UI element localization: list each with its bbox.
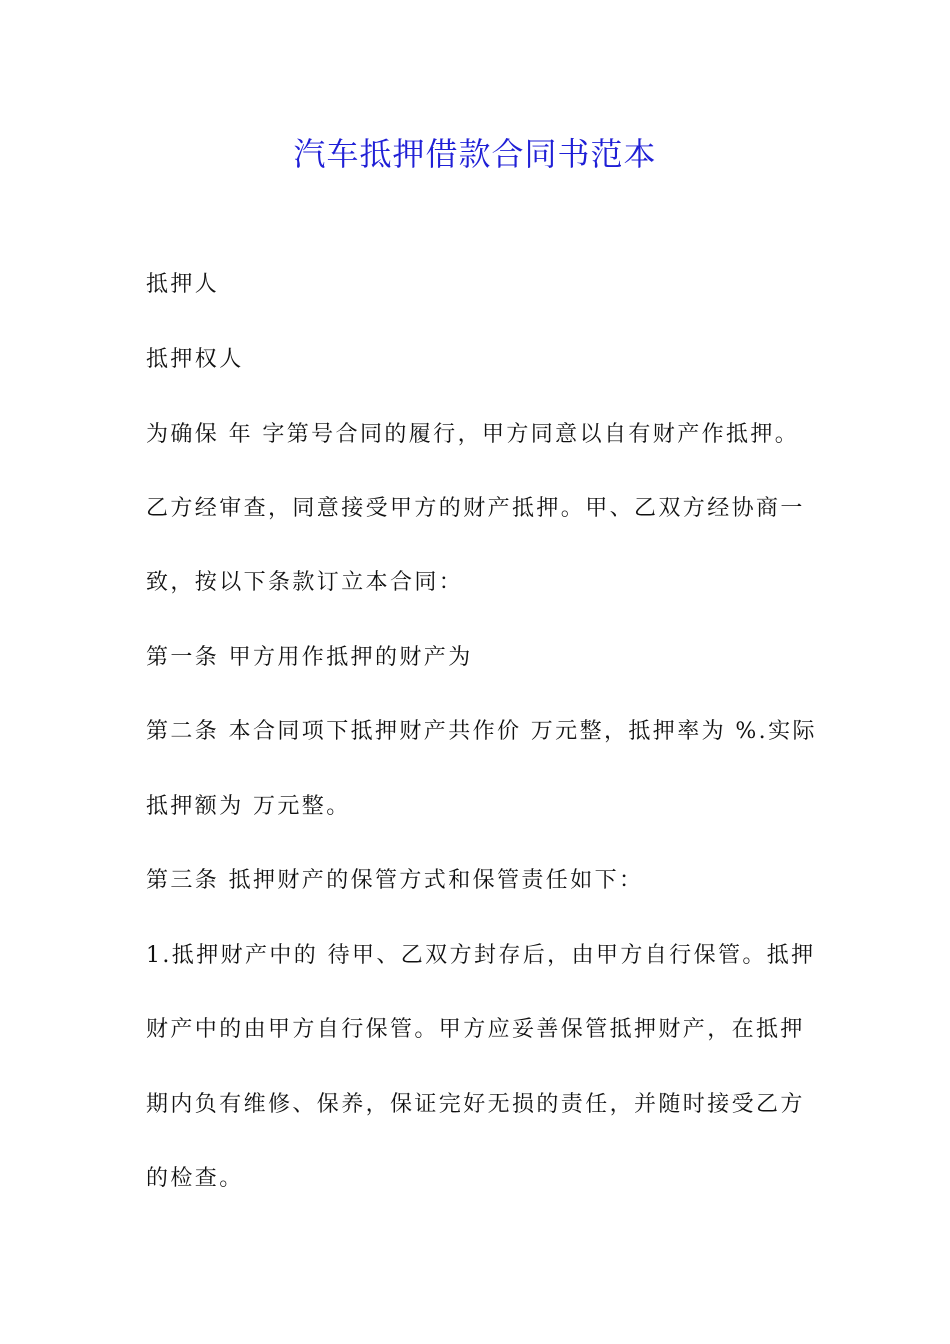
text-line: 为确保 年 字第号合同的履行，甲方同意以自有财产作抵押。 [146,422,800,447]
text-line-mortgagor: 抵押人 [146,272,220,297]
text-line: 乙方经审查，同意接受甲方的财产抵押。甲、乙双方经协商一 [146,496,805,521]
text-line: 的检查。 [146,1166,244,1191]
text-line-article-3: 第三条 抵押财产的保管方式和保管责任如下： [146,868,644,893]
text-line: 致，按以下条款订立本合同： [146,570,464,595]
text-line-mortgagee: 抵押权人 [146,347,244,372]
document-title: 汽车抵押借款合同书范本 [293,135,657,173]
text-line-item-1: 1.抵押财产中的 待甲、乙双方封存后，由甲方自行保管。抵押 [146,943,816,968]
text-line-article-1: 第一条 甲方用作抵押的财产为 [146,645,473,670]
text-line: 期内负有维修、保养，保证完好无损的责任，并随时接受乙方 [146,1092,805,1117]
text-line: 抵押额为 万元整。 [146,794,351,819]
text-line: 财产中的由甲方自行保管。甲方应妥善保管抵押财产，在抵押 [146,1017,805,1042]
text-line-article-2: 第二条 本合同项下抵押财产共作价 万元整，抵押率为 %.实际 [146,719,817,744]
